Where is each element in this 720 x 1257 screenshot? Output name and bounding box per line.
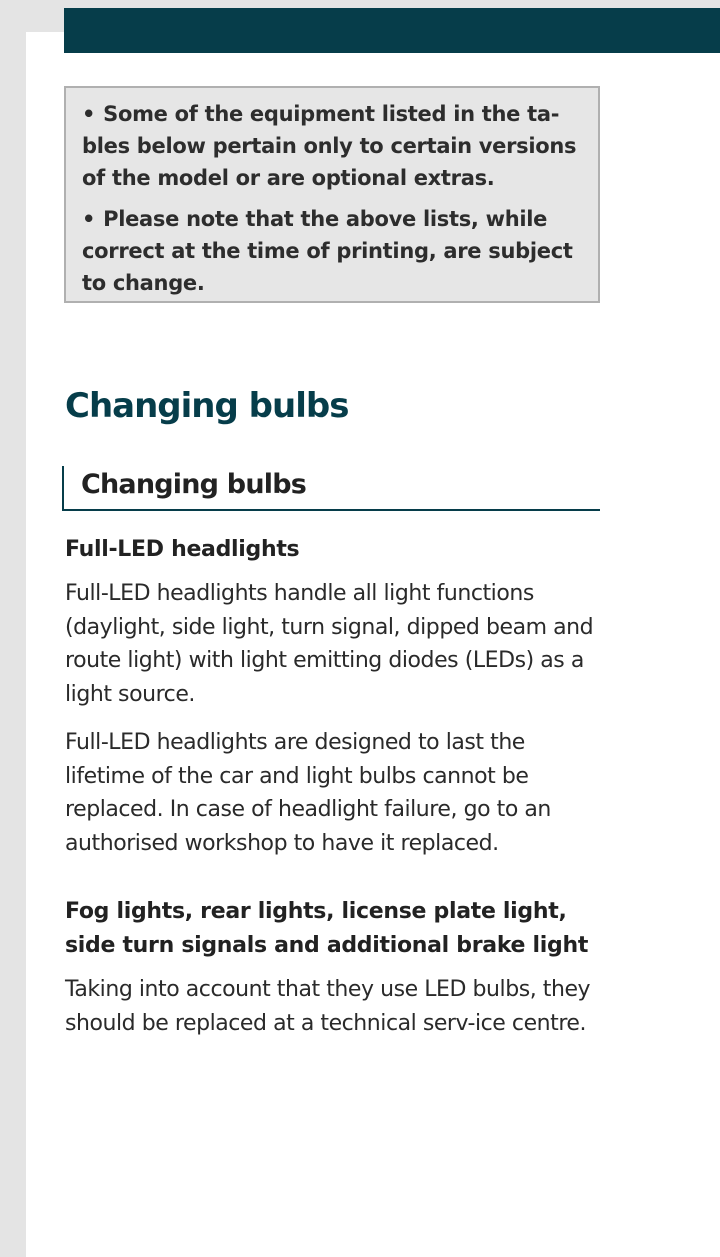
note-item — [82, 203, 584, 299]
note-box — [64, 86, 600, 303]
section-paragraph: Full-LED headlights are designed to last the lifetime of the car and light bulbs cannot be replaced. In case of headlight failure, go to an authorised workshop to have it replaced. — [65, 730, 551, 856]
section-title-fog-lights: Fog lights, rear lights, license plate light, side turn signals and additional brake light — [65, 899, 589, 958]
content — [65, 533, 610, 1040]
note-item-text: Please note that the above lists, while correct at the time of printing, are subject to change. — [82, 207, 573, 295]
section-title-full-led: Full-LED headlights — [65, 537, 300, 562]
sub-heading: Changing bulbs — [81, 469, 307, 500]
header-bar — [64, 8, 720, 53]
note-item-text: Some of the equipment listed in the ta-bles below pertain only to certain versions of the model or are optional extras. — [82, 102, 577, 190]
bullet-icon: • — [82, 102, 96, 126]
sub-heading-box — [62, 466, 600, 511]
section-paragraph: Taking into account that they use LED bulbs, they should be replaced at a technical serv-ice centre. — [65, 977, 591, 1036]
note-item — [82, 98, 584, 194]
bullet-icon: • — [82, 207, 96, 231]
section-paragraph: Full-LED headlights handle all light functions (daylight, side light, turn signal, dipped beam and route light) with light emitting diodes (LEDs) as a light source. — [65, 581, 594, 707]
main-heading: Changing bulbs — [65, 386, 349, 426]
